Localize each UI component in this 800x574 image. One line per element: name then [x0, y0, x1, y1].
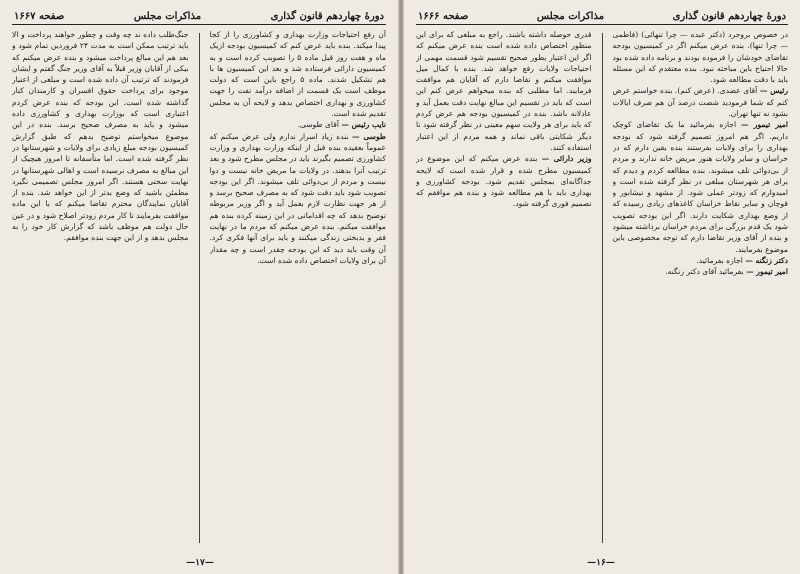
- right-page-number: صفحه ۱۶۶۶: [418, 10, 469, 22]
- left-page-col-right: [210, 29, 387, 549]
- left-page-columns: [12, 29, 386, 549]
- left-page-col-left: [12, 29, 189, 549]
- right-page-col-right: [613, 29, 789, 549]
- column-divider: [602, 33, 603, 543]
- right-page-col-left: [416, 29, 592, 549]
- paragraph: جنگ‌طلب داده ند چه وقت و چطور خواهند پرداخت و الا باید ترتیب ممکن است به مدت ۲۴ فروردین تمام شود و بعد هم این مبالغ پرداخت میشود و بنده عرض میکنم که بیکی از آقایان وزیر قبلاً به آقای وزیر جنگ گفتم و ایشان فرمودند که ترتیب آن داده شده است و مبلغی از اعتبار موجود برای پرداخت حقوق افسران و کارمندان کنار گذاشته شده است. این بودجه که بنده عرض کردم اعتباری است که بوزارت بهداری و کشاورزی داده میشود و باید به مصرف صحیح برسد. بنده در این موضوع میخواستم توضیح بدهم که طبق گزارش کمیسیون بودجه مبلغ زیادی برای ولایات و شهرستانها در نظر گرفته شده است. اما متأسفانه تا امروز هیچیک از این مبالغ به مصرف نرسیده است و اهالی شهرستانها در نهایت سختی هستند. اگر امروز مجلس تصمیمی نگیرد مطمئن باشید که وضع بدتر از این خواهد شد. بنده از آقایان نمایندگان محترم تقاضا میکنم که با این ماده موافقت بفرمایند تا کار مردم زودتر اصلاح شود و در عین حال دولت هم موظف باشد که گزارش کار خود را به مجلس بدهد و از این جهت بنده موافقم.: [12, 30, 189, 243]
- paragraph: وزیر دارائی — بنده عرض میکنم که این موضوع در کمیسیون مطرح شده و قرار شده است که لایحه جداگانه‌ای بمجلس تقدیم شود. بودجه کشاورزی و بهداری باید با هم مطالعه شود و بنده هم موافقم که تصمیم فوری گرفته شود.: [416, 154, 592, 209]
- left-page-footer: —۱۷—: [186, 558, 214, 568]
- paragraph: رئیس — آقای عضدی. (عرض کنم). بنده خواستم عرض کنم که شما فرمودید شصت درصد آن هم صرف ایالات بشود نه تنها تهران.: [612, 86, 788, 119]
- right-page: [402, 0, 800, 574]
- paragraph: امیر تیمور — بفرمائید آقای دکتر زنگنه.: [665, 267, 788, 277]
- right-page-title: دورهٔ چهاردهم قانون گذاری: [672, 10, 786, 22]
- paragraph: نایب رئیس — آقای طوسی.: [297, 120, 386, 130]
- left-page-title: دورهٔ چهاردهم قانون گذاری: [270, 10, 384, 22]
- right-page-footer: —۱۶—: [587, 558, 615, 568]
- paragraph: امیر تیمور — اجازه بفرمائید ما یک تقاضای کوچک داریم. اگر هم امروز تصمیم گرفته شود که بودجه بهداری را برای ولایات بفرستند بنده یقین دارم که در خراسان و سایر ولایات هنوز مریض خانه ندارند و مردم از بی‌دوائی تلف میشوند. بنده مطالعه کردم و دیدم که برای هر شهرستان مبلغی در نظر گرفته شده است و امیدوارم که زودتر عملی شود. از مشهد و نیشابور و قوچان و سایر نقاط خراسان کاغذهای زیادی رسیده که از وضع بهداری شکایت دارند. اگر این بودجه تصویب شود یک قدم بزرگی برای مردم خراسان برداشته میشود و بنده از آقای وزیر تقاضا دارم که توجه مخصوصی باین موضوع بفرمایند.: [612, 120, 788, 254]
- paragraph: طوسی — بنده زیاد اسرار ندارم ولی عرض میکنم که عموماً بعقیده بنده قبل از اینکه وزارت بهداری و وزارت کشاورزی تصمیم بگیرند باید در مجلس مطرح شود و بعد ترتیب آنرا بدهند. در ولایات ما مریض خانه نیست و دوا نیست و مردم از بی‌دوائی تلف میشوند. اگر این بودجه تصویب شود باید دقت شود که به مصرف صحیح برسد و از هر جهت نظارت لازم بعمل آید و اگر وزیر مربوطه توضیح بدهد که چه اقداماتی در این زمینه کرده بنده هم موافقت میکنم. بنده عرض میکنم که مردم ما در نهایت فقر و بدبختی زندگی میکنند و باید برای آنها فکری کرد. آن وقت باید دید که این بودجه چقدر است و چه مقدار آن برای ولایات اختصاص داده شده است.: [209, 131, 386, 265]
- right-page-center: مذاکرات مجلس: [536, 10, 605, 22]
- right-page-columns: [416, 29, 788, 549]
- paragraph: در خصوص بروجرد (دکتر عبده — چرا تنهائی) (فاطمی — چرا تنها). بنده عرض میکنم اگر در کمیسیون بودجه تقاضای خودشان را فرموده بودند و برنامه داده شده بود حالا احتیاج باین مباحثه نبود. بنده معتقدم که این مسئله باید با دقت مطالعه شود.: [612, 30, 788, 85]
- column-divider: [199, 33, 200, 543]
- right-page-header: [416, 8, 788, 25]
- paragraph: قدری حوصله داشته باشند. راجع به مبلغی که برای این منظور اختصاص داده شده است بنده عرض میکنم که اگر این اعتبار بطور صحیح تقسیم شود قسمت مهمی از احتیاجات ولایات رفع خواهد شد. بنده با کمال میل موافقت میکنم و تقاضا دارم که آقایان هم موافقت فرمایند. اما مطلبی که بنده میخواهم عرض کنم این است که باید در تقسیم این مبالغ نهایت دقت بعمل آید و عادلانه باشد. بنده در کمیسیون بودجه هم عرض کردم که باید برای هر ولایت سهم معینی در نظر گرفته شود تا دیگر شکایتی باقی نماند و همه مردم از این اعتبار استفاده کنند.: [416, 30, 592, 152]
- left-page-center: مذاکرات مجلس: [133, 10, 202, 22]
- paragraph: آن رفع احتیاجات وزارت بهداری و کشاورزی را از کجا پیدا میکند. بنده باید عرض کنم که کمیسیون بودجه ازیک ماه و هفت روز قبل ماده ۵ را تصویب کرده است و به کمیسیون دارائی فرستاده شد و بعد این کمیسیون ها با هم تشکیل شدند. ماده ۵ راجع باین است که دولت موظف است یک قسمت از اضافه درآمد نفت را جهت کشاورزی و بهداری اختصاص بدهد و لایحه آن به مجلس تقدیم شده است.: [209, 30, 386, 119]
- left-page-header: [12, 8, 386, 25]
- left-page-number: صفحه ۱۶۶۷: [14, 10, 65, 22]
- paragraph: دکتر زنگنه — اجازه بفرمائید.: [696, 255, 788, 265]
